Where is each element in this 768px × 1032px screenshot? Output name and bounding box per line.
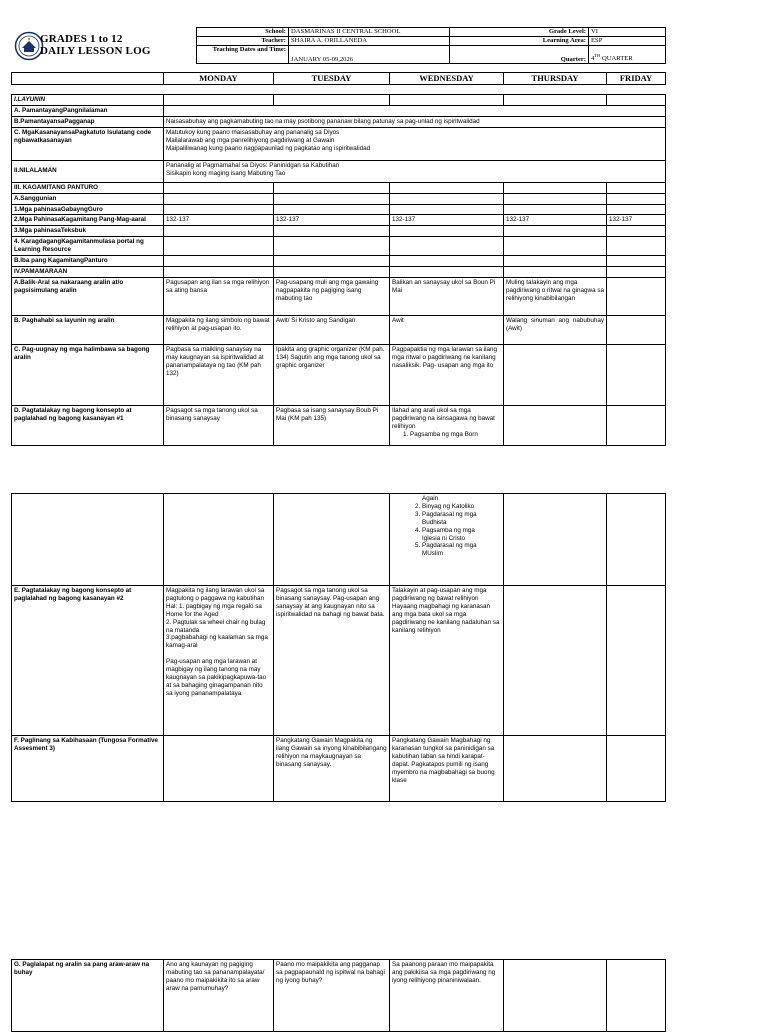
cell <box>274 204 390 215</box>
school-info-table <box>196 27 666 64</box>
balik-aral-wednesday: Balikan an sanaysay ukol sa Boun Pi Mai <box>390 277 504 315</box>
school-label: School: <box>197 28 289 37</box>
cell <box>164 266 274 277</box>
paglinang-thursday <box>504 736 607 802</box>
day-thursday: THURSDAY <box>504 73 607 85</box>
pamantayan-sa-pagganap-label: B.PamantayansaPagganap <box>12 116 164 127</box>
cell <box>607 193 666 204</box>
cell <box>164 226 274 237</box>
pagtalakay1-list-item: 5. Pagdarasal ng mga MUslim <box>422 542 480 558</box>
cell <box>164 204 274 215</box>
balik-aral-monday: Pagusapan ang ilan sa mga relihiyon sa ating bansa <box>164 277 274 315</box>
pag-uugnay-tuesday: Ipakita ang graphic organizer (KM pah. 134) Sagutin ang mga tanong ukol sa graphic organizer <box>274 344 390 405</box>
cell <box>390 182 504 193</box>
pages-thursday: 132-137 <box>504 215 607 226</box>
cell <box>607 204 666 215</box>
iba-pang-kagamitan-label: B.Iba pang KagamitangPanturo <box>12 256 164 267</box>
pagtalakay2-wednesday: Talakayin at pag-usapan ang mga pagdiriwang ng bawat relihiyon Hayaang magbahagi ng karanasan ang mga bata ukol sa mga pagdiriwang ne kanilang nadaluhan sa kanilang relihiyon <box>390 586 504 736</box>
paglinang-label: F. Paglinang sa Kabihasaan (Tungosa Formative Assesment 3) <box>12 736 164 802</box>
pamantayang-pangnilalaman-label: A. PamantayangPangnilalaman <box>12 105 164 116</box>
cell <box>164 494 274 586</box>
cell <box>504 182 607 193</box>
pag-uugnay-friday <box>607 344 666 405</box>
lesson-table-part2 <box>11 493 666 802</box>
lesson-log-header <box>11 27 665 67</box>
cell <box>274 256 390 267</box>
day-tuesday: TUESDAY <box>274 73 390 85</box>
cell <box>504 256 607 267</box>
lesson-table-part1 <box>11 94 666 446</box>
cell <box>164 256 274 267</box>
paglalapat-label: G. Paglalapat ng aralin sa pang araw-araw na buhay <box>12 960 164 1032</box>
pagtalakay2-friday <box>607 586 666 736</box>
cell <box>504 193 607 204</box>
cell <box>504 204 607 215</box>
pagtalakay2-label: E. Pagtatalakay ng bagong konsepto at paglalahad ng bagong kasanayan #2 <box>12 586 164 736</box>
paglinang-monday <box>164 736 274 802</box>
cell <box>390 237 504 256</box>
pagtalakay2-line: Hal: 1. pagbigay ng mga regalo sa Home for the Aged <box>166 602 262 618</box>
pagtalakay1-thursday <box>504 405 607 445</box>
cell <box>164 237 274 256</box>
pagtalakay2-monday <box>164 586 274 736</box>
paghahabi-monday: Magpakita ng ilang simbolo ng bawat relihiyon at pag-usapan ito. <box>164 315 274 344</box>
cell <box>164 193 274 204</box>
grade-level-value: VI <box>589 28 666 37</box>
pagtalakay2-line <box>166 650 271 658</box>
paghahabi-thursday: Walang sinuman ang nabubuhay (Awit) <box>504 315 607 344</box>
layunin-heading: I.LAYUNIN <box>12 95 164 106</box>
karagdagang-kagamitan-label: 4. KaragdagangKagamitanmulasa portal ng Learning Resource <box>12 237 164 256</box>
balik-aral-friday <box>607 277 666 315</box>
days-header-table <box>11 72 666 85</box>
cell <box>274 226 390 237</box>
pagtalakay2-thursday <box>504 586 607 736</box>
pagtalakay1-list-item: 4. Pagsamba ng mga Iglesia ni Cristo <box>422 527 480 543</box>
teksbuk-label: 3.Mga pahinasaTeksbuk <box>12 226 164 237</box>
pagtalakay1-friday <box>607 405 666 445</box>
paglinang-wednesday: Pangkatang Gawain Magbahagi ng karanasan tungkol sa paninidigan sa kabutihan laban sa hindi karapat-dapat. Pagkatapos pumili ng isang myembro na magbabahagi sa buong klase <box>390 736 504 802</box>
pang-mag-aaral-label: 2.Mga PahinasaKagamitang Pang-Mag-aaral <box>12 215 164 226</box>
paghahabi-label: B. Paghahabi sa layunin ng aralin <box>12 315 164 344</box>
days-header-blank <box>12 73 164 85</box>
paglalapat-monday: Ano ang kaunayan ng pagiging mabuting tao sa pananampalayata/ paano mo maipakikita ito sa araw araw na pamumuhay? <box>164 960 274 1032</box>
day-monday: MONDAY <box>164 73 274 85</box>
school-value: DASMARINAS II CENTRAL SCHOOL <box>289 28 450 37</box>
pages-wednesday: 132-137 <box>390 215 504 226</box>
kasanayan-text <box>164 127 666 160</box>
pag-uugnay-label: C. Pag-uugnay ng mga halimbawa sa bagong aralin <box>12 344 164 405</box>
cell <box>164 182 274 193</box>
cell <box>390 204 504 215</box>
cell <box>390 256 504 267</box>
pag-uugnay-wednesday: Pagpapaktia ng mga larawan sa ilang mga ritwal o pagdiriwang ne kanilang nasaliksik. Pag- usapan ang mga ito <box>390 344 504 405</box>
cell <box>607 494 666 586</box>
paglalapat-friday <box>607 960 666 1032</box>
kasanayan-line: Maipaliliwanag kung paano nagpapaunlad ng pagkatao ang ispiritwalidad <box>166 144 371 152</box>
paglalapat-tuesday: Paano mo maipakikita ang pagganap sa pagpapaunald ng ispitwal na bahagi ng iyong buhay? <box>274 960 390 1032</box>
cell <box>274 237 390 256</box>
form-title-line1: GRADES 1 to 12 <box>40 33 123 45</box>
learning-area-value: ESP <box>589 37 666 46</box>
paglinang-friday <box>607 736 666 802</box>
cell <box>390 266 504 277</box>
quarter-value: 4TH QUARTER <box>589 46 666 64</box>
pamantayan-sa-pagganap-text: Naisasabuhay ang pagkamabuting tao na may psotibong pananaw bilang patunay sa pag-unlad ng ispiritwalidad <box>164 116 666 127</box>
lesson-table-part3 <box>11 959 666 1032</box>
pagtalakay1-wednesday-intro: Ilahad ang arali ukol sa mga pagdiriwang na isinsagawa ng bawat relihiyon <box>392 406 495 430</box>
kasanayan-line: Matutukoy kung paano maisasabuhay ang pananalig sa Diyos <box>166 128 340 136</box>
cell <box>607 182 666 193</box>
nilalaman-label: II.NILALAMAN <box>12 160 164 182</box>
cell <box>274 95 390 106</box>
kasanayan-label: C. MgaKasanayansaPagkatuto Isulatang code ngbawatkasanayan <box>12 127 164 160</box>
pagtalakay1-list-item: 1. Pagsamba ng mga Born <box>410 431 501 439</box>
paglalapat-wednesday: Sa paanong paraan mo maipapakita ang pakikiisa sa mga pagdiriwang ng iyong relihiyong pinaniniwalaan. <box>390 960 504 1032</box>
pagtalakay1-label: D. Pagtatalakay ng bagong konsepto at paglalahad ng bagong kasanayan #1 <box>12 405 164 445</box>
cell <box>607 266 666 277</box>
paghahabi-friday <box>607 315 666 344</box>
cell <box>504 237 607 256</box>
teacher-label: Teacher: <box>197 37 289 46</box>
cell <box>504 95 607 106</box>
cell <box>390 226 504 237</box>
cell <box>274 193 390 204</box>
pagtalakay1-continued-line: Again <box>422 495 439 502</box>
cell <box>274 182 390 193</box>
pagtalakay2-line: 2. Pagtulak sa wheel chair ng bulag na matanda <box>166 618 266 634</box>
kasanayan-line: Mailalarawab ang mga panrelihiyong pagdiriwang at Gawain <box>166 136 335 144</box>
nilalaman-line: Sisikapin kong maging isang Mabuting Tao <box>166 169 286 177</box>
pages-monday: 132-137 <box>164 215 274 226</box>
balik-aral-label: A.Balik-Aral sa nakaraang aralin at/o pagsisimulang aralin <box>12 277 164 315</box>
pamamaraan-heading: IV.PAMAMARAAN <box>12 266 164 277</box>
kagamitan-heading: III. KAGAMITANG PANTURO <box>12 182 164 193</box>
cell <box>504 266 607 277</box>
nilalaman-line: Pananalig at Pagmamahal sa Diyos: Paninidgan sa Kabutihan <box>166 161 340 169</box>
cell <box>504 494 607 586</box>
day-friday: FRIDAY <box>607 73 666 85</box>
cell <box>390 95 504 106</box>
cell <box>607 256 666 267</box>
pagtalakay2-tuesday: Pagsagot sa mga tanong ukol sa binasang sanaysay. Pag-usapan ang sanaysay at ang kaugnayan nito sa ispiritwalidad na bahagi ng bawat bata. <box>274 586 390 736</box>
nilalaman-text <box>164 160 666 182</box>
sanggunian-label: A.Sanggunian <box>12 193 164 204</box>
balik-aral-thursday: Muling talakayin ang mga pagdiriwang o ritwal na ginagwa sa relihiyong kinabibilangan <box>504 277 607 315</box>
teacher-value: SHAIRA A. ORILLANEDA <box>289 37 450 46</box>
pagtalakay1-list-item: 2. Binyag ng Katoliko <box>422 503 480 511</box>
pagtalakay2-line: Magpakita ng ilang larawan ukol sa pagtulong o paggawa ng kabutihan <box>166 587 265 602</box>
pagtalakay1-tuesday: Pagbasa sa isang sanaysay Boub Pi Mai (KM pah 135) <box>274 405 390 445</box>
quarter-label: Quarter: <box>450 46 589 64</box>
gabay-guro-label: 1.Mga pahinasaGabayngGuro <box>12 204 164 215</box>
pages-friday: 132-137 <box>607 215 666 226</box>
cell <box>390 193 504 204</box>
paghahabi-wednesday: Awit <box>390 315 504 344</box>
balik-aral-tuesday: Pag-usapang muli ang mga gawaing nagpapakita ng pagiging isang mabuting tao <box>274 277 390 315</box>
day-wednesday: WEDNESDAY <box>390 73 504 85</box>
cell <box>164 105 666 116</box>
pagtalakay1-wednesday <box>390 405 504 445</box>
pagtalakay1-monday: Pagsagot sa mga tanong ukol sa binasang sanaysay <box>164 405 274 445</box>
paglalapat-thursday <box>504 960 607 1032</box>
learning-area-label: Learning Area: <box>450 37 589 46</box>
pag-uugnay-thursday <box>504 344 607 405</box>
cell <box>274 266 390 277</box>
pag-uugnay-monday: Pagbasa sa maikling sanaysay na may kaugnayan sa ispiritwalidad at pananampalataya ng tao (KM pah 132) <box>164 344 274 405</box>
pages-tuesday: 132-137 <box>274 215 390 226</box>
logo-area <box>11 29 189 65</box>
grade-level-label: Grade Level: <box>450 28 589 37</box>
teaching-dates-value: JANUARY 05-09,2026 <box>289 46 450 64</box>
paghahabi-tuesday: Awit/ Si Kristo ang Sandigan <box>274 315 390 344</box>
cell <box>607 237 666 256</box>
cell <box>607 95 666 106</box>
pagtalakay2-line: 3.pagbabahagi ng kaalaman sa mga kamag-aral <box>166 634 268 650</box>
cell <box>12 494 164 586</box>
pagtalakay1-wednesday-continued <box>390 494 504 586</box>
pagtalakay2-line: Pag-usapan ang mga larawan at magbigay ng ilang tanong na may kaugnayan sa pakikipagkapuwa-tao at sa bahaging ginagampanan nito sa iyong pananampalataya <box>166 658 267 697</box>
cell <box>607 226 666 237</box>
pagtalakay1-list-item: 3. Pagdarasal ng mga Budhista <box>422 511 480 527</box>
cell <box>504 226 607 237</box>
paglinang-tuesday: Pangkatang Gawain Magpakita ng ilang Gawain sa inyong kinabibilangang relihiyon na maykaugnayan sa binasang sanaysay. <box>274 736 390 802</box>
form-title-line2: DAILY LESSON LOG <box>40 45 151 57</box>
cell <box>274 494 390 586</box>
teaching-dates-label: Teaching Dates and Time: <box>197 46 289 64</box>
cell <box>164 95 274 106</box>
